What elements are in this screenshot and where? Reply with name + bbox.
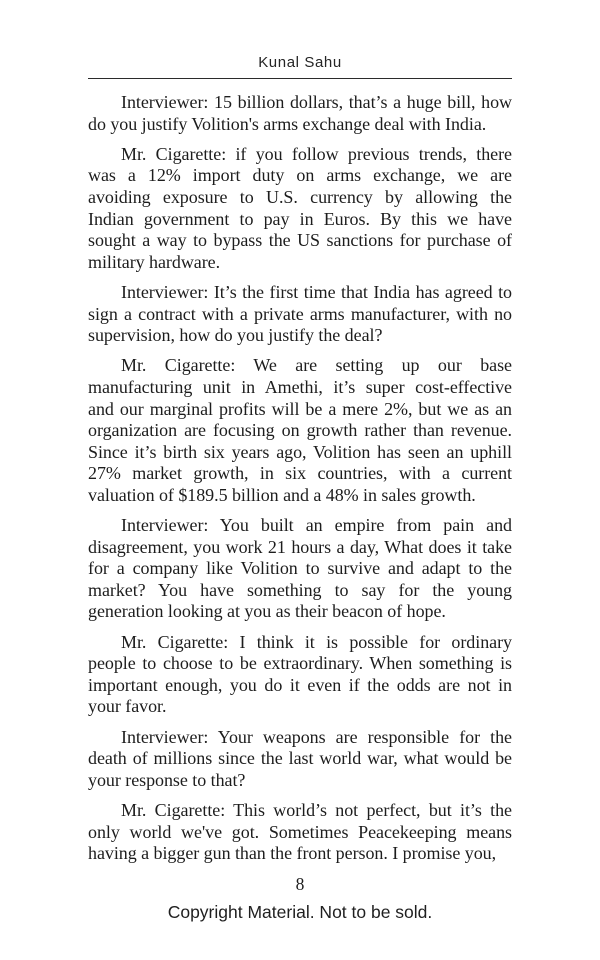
text-line: 27% market growth, in six countries, with a current [88, 463, 512, 484]
header-rule [88, 78, 512, 79]
text-line: military hardware. [88, 251, 221, 272]
text-line: generation looking at you as their beacon of hope. [88, 601, 446, 622]
copyright-notice: Copyright Material. Not to be sold. [167, 902, 433, 922]
paragraph [88, 632, 512, 718]
paragraph [88, 515, 512, 623]
running-head-author: Kunal Sahu [258, 54, 342, 71]
page-number: 8 [295, 874, 305, 894]
text-line: do you justify Volition's arms exchange deal with India. [88, 113, 487, 134]
text-line: death of millions since the last world war, what would be [88, 748, 512, 769]
paragraph [88, 144, 512, 274]
text-line: only world we've got. Sometimes Peacekeeping means [88, 821, 512, 842]
text-line: supervision, how do you justify the deal? [88, 325, 383, 346]
text-line: sign a contract with a private arms manufacturer, with no [88, 303, 512, 324]
text-line: Interviewer: 15 billion dollars, that’s a huge bill, how [121, 92, 512, 112]
paragraph [88, 800, 512, 865]
text-line: important enough, you do it even if the odds are not in [88, 674, 512, 695]
text-line: market? You have something to say for the young [88, 579, 512, 600]
paragraph [88, 92, 512, 135]
text-line: Interviewer: You built an empire from pain and [121, 515, 512, 536]
text-line: having a bigger gun than the front person. I promise you, [88, 843, 497, 864]
text-line: Mr. Cigarette: We are setting up our base [121, 355, 512, 376]
text-line: Indian government to pay in Euros. By this we have [88, 208, 512, 229]
text-line: your favor. [88, 696, 167, 717]
text-line: Interviewer: It’s the first time that India has agreed to [121, 281, 512, 302]
text-line: organization are focusing on growth rather than revenue. [88, 420, 512, 441]
paragraph [88, 355, 512, 506]
body-text [88, 92, 512, 873]
text-line: valuation of $189.5 billion and a 48% in sales growth. [88, 484, 476, 505]
text-line: your response to that? [88, 769, 246, 790]
paragraph [88, 282, 512, 347]
text-line: people to choose to be extraordinary. When something is [88, 653, 512, 674]
text-line: was a 12% import duty on arms exchange, we are [88, 165, 512, 186]
text-line: Interviewer: Your weapons are responsible for the [121, 726, 512, 747]
text-line: for a company like Volition to survive and adapt to the [88, 558, 512, 579]
text-line: avoiding exposure to U.S. currency by allowing the [88, 186, 512, 207]
text-line: and our marginal profits will be a mere 2%, but we as an [88, 398, 512, 419]
text-line: Mr. Cigarette: I think it is possible for ordinary [121, 631, 512, 652]
text-line: disagreement, you work 21 hours a day, What does it take [88, 536, 512, 557]
text-line: Since it’s birth six years ago, Volition has seen an uphill [88, 441, 512, 462]
text-line: Mr. Cigarette: This world’s not perfect, but it’s the [121, 799, 512, 820]
paragraph [88, 727, 512, 792]
text-line: Mr. Cigarette: if you follow previous trends, there [121, 143, 512, 164]
text-line: sought a way to bypass the US sanctions for purchase of [88, 230, 512, 251]
text-line: manufacturing unit in Amethi, it’s super cost-effective [88, 376, 512, 397]
